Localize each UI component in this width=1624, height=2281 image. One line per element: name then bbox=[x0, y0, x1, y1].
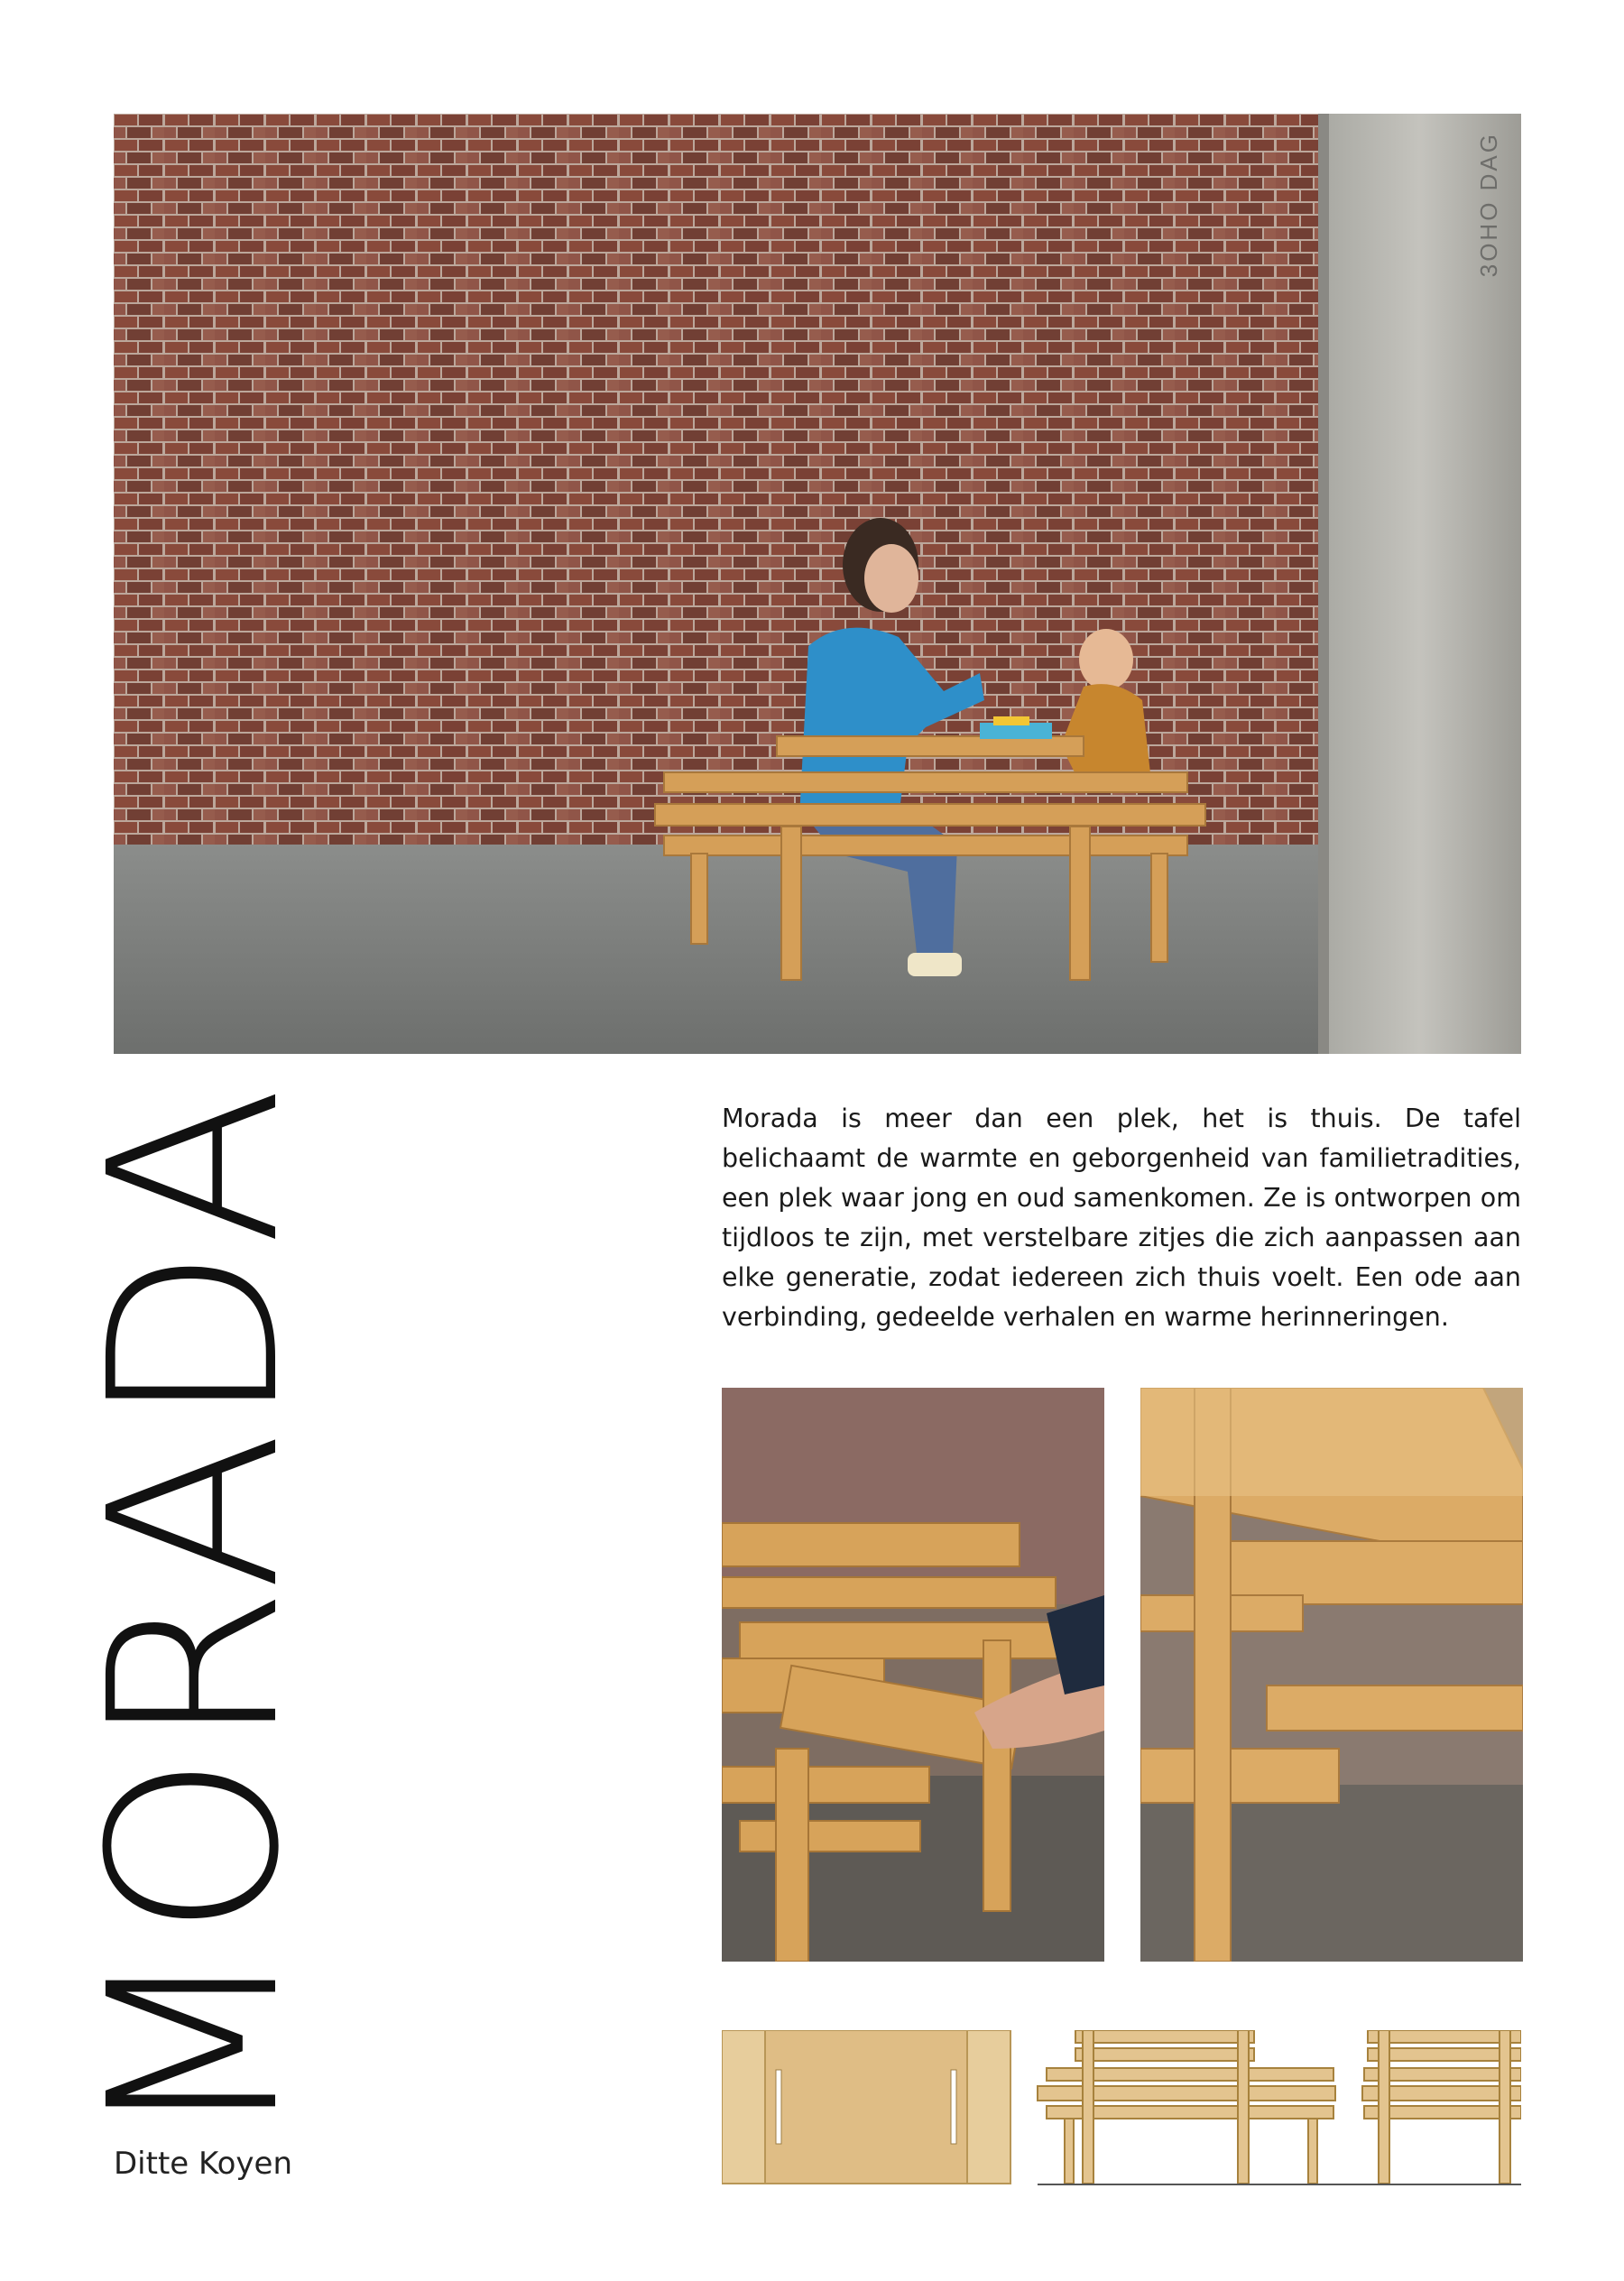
concrete-floor bbox=[114, 845, 1323, 1054]
designer-name: Ditte Koyen bbox=[114, 2146, 293, 2182]
photo-credit-watermark: 3OHO DAG bbox=[1475, 132, 1502, 278]
detail-photo-seat-adjust bbox=[722, 1388, 1104, 1962]
drawing-top-view bbox=[722, 2030, 1010, 2184]
hero-photo-scene bbox=[114, 114, 1521, 1054]
project-description: Morada is meer dan een plek, het is thuis. De tafel belichaamt de warmte en geborgenheid van familietradities, een plek waar jong en oud samenkomen. Ze is ontworpen om tijdloos te zijn, met verstelbare zitjes die zich aanpassen aan elke generatie, zodat iedereen zich thuis voelt. Een ode aan verbinding, gedeelde verhalen en warme herinneringen. bbox=[722, 1104, 1521, 1332]
title-container bbox=[60, 1081, 330, 2144]
drawing-side-view bbox=[1362, 2030, 1521, 2184]
detail-photo-joinery bbox=[1140, 1388, 1523, 1962]
hero-photo bbox=[114, 114, 1521, 1054]
detail-photo-left-scene bbox=[722, 1388, 1104, 1962]
detail-photo-right-scene bbox=[1140, 1388, 1523, 1962]
technical-drawings bbox=[722, 2030, 1521, 2189]
drawing-front-view bbox=[1038, 2030, 1335, 2184]
poster-title: MORADA bbox=[60, 1081, 330, 2144]
drawings-svg bbox=[722, 2030, 1521, 2189]
